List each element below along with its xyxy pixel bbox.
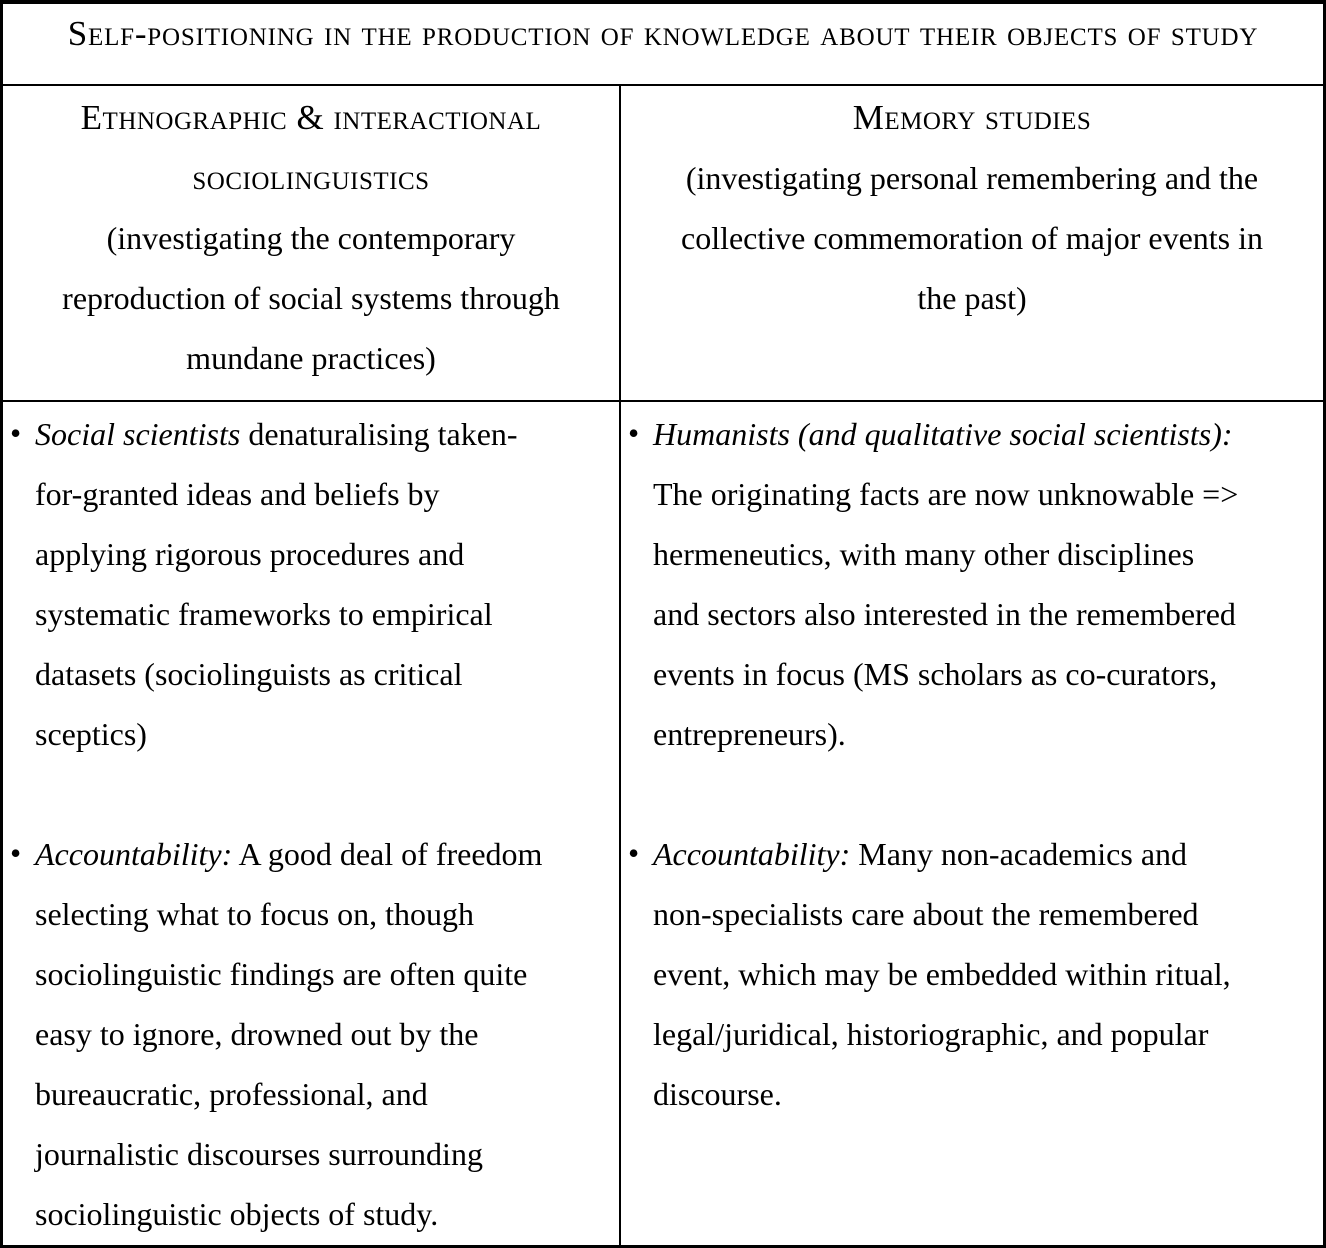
text-line: for-granted ideas and beliefs by <box>35 476 440 512</box>
text-line <box>35 404 619 464</box>
text-line: bureaucratic, professional, and <box>35 1076 428 1112</box>
text-line: sociolinguistic objects of study. <box>35 1196 439 1232</box>
bullet-icon: • <box>10 415 22 451</box>
text-line: selecting what to focus on, though <box>35 896 475 932</box>
bullet-item <box>621 404 1323 764</box>
text-line: discourse. <box>653 1076 782 1112</box>
column-name-line: Memory studies <box>852 98 1092 137</box>
column-header-left <box>3 86 621 400</box>
bullet-item <box>621 824 1323 1124</box>
column-desc-line: reproduction of social systems through <box>62 280 560 316</box>
text-line: easy to ignore, drowned out by the <box>35 1016 479 1052</box>
text-line: and sectors also interested in the remembered <box>653 596 1236 632</box>
text-line: The originating facts are now unknowable => <box>653 476 1239 512</box>
column-desc-line: mundane practices) <box>186 340 436 376</box>
bullet-icon: • <box>628 415 640 451</box>
bullet-icon: • <box>10 835 22 871</box>
text-line: entrepreneurs). <box>653 716 846 752</box>
lead-italic: Accountability: <box>653 836 851 872</box>
column-desc-line: (investigating personal remembering and the <box>685 160 1259 196</box>
column-name-line: Ethnographic & interactional <box>80 98 542 137</box>
text-line: journalistic discourses surrounding <box>35 1136 483 1172</box>
column-header-row <box>3 86 1323 402</box>
lead-italic: Humanists (and qualitative social scientists): <box>653 416 1233 452</box>
text-line: applying rigorous procedures and <box>35 536 465 572</box>
column-desc-line: (investigating the contemporary <box>106 220 516 256</box>
table-body-row <box>3 402 1323 1245</box>
text-line: events in focus (MS scholars as co-curators, <box>653 656 1218 692</box>
column-name-line: sociolinguistics <box>192 158 430 197</box>
lead-italic: Accountability: <box>35 836 233 872</box>
line-text: Many non-academics and <box>850 836 1188 872</box>
line-text: denaturalising taken- <box>240 416 518 452</box>
body-cell-left <box>3 402 621 1245</box>
column-desc-line: collective commemoration of major events in <box>680 220 1264 256</box>
bullet-item <box>3 824 619 1244</box>
text-line: event, which may be embedded within ritual, <box>653 956 1231 992</box>
text-line: sceptics) <box>35 716 147 752</box>
text-line: systematic frameworks to empirical <box>35 596 493 632</box>
text-line: sociolinguistic findings are often quite <box>35 956 528 992</box>
table-title: Self-positioning in the production of knowledge about their objects of study <box>67 14 1259 53</box>
table-title-row <box>3 4 1323 86</box>
column-header-right <box>621 86 1323 400</box>
text-line <box>653 824 1323 884</box>
text-line: hermeneutics, with many other disciplines <box>653 536 1195 572</box>
text-line: datasets (sociolinguists as critical <box>35 656 463 692</box>
text-line <box>35 824 619 884</box>
text-line: non-specialists care about the remembered <box>653 896 1199 932</box>
text-line: legal/juridical, historiographic, and popular <box>653 1016 1209 1052</box>
bullet-item <box>3 404 619 764</box>
bullet-icon: • <box>628 835 640 871</box>
lead-italic: Social scientists <box>35 416 241 452</box>
column-desc-line: the past) <box>917 280 1027 316</box>
line-text: A good deal of freedom <box>232 836 543 872</box>
text-line <box>653 404 1323 464</box>
body-cell-right <box>621 402 1323 1245</box>
